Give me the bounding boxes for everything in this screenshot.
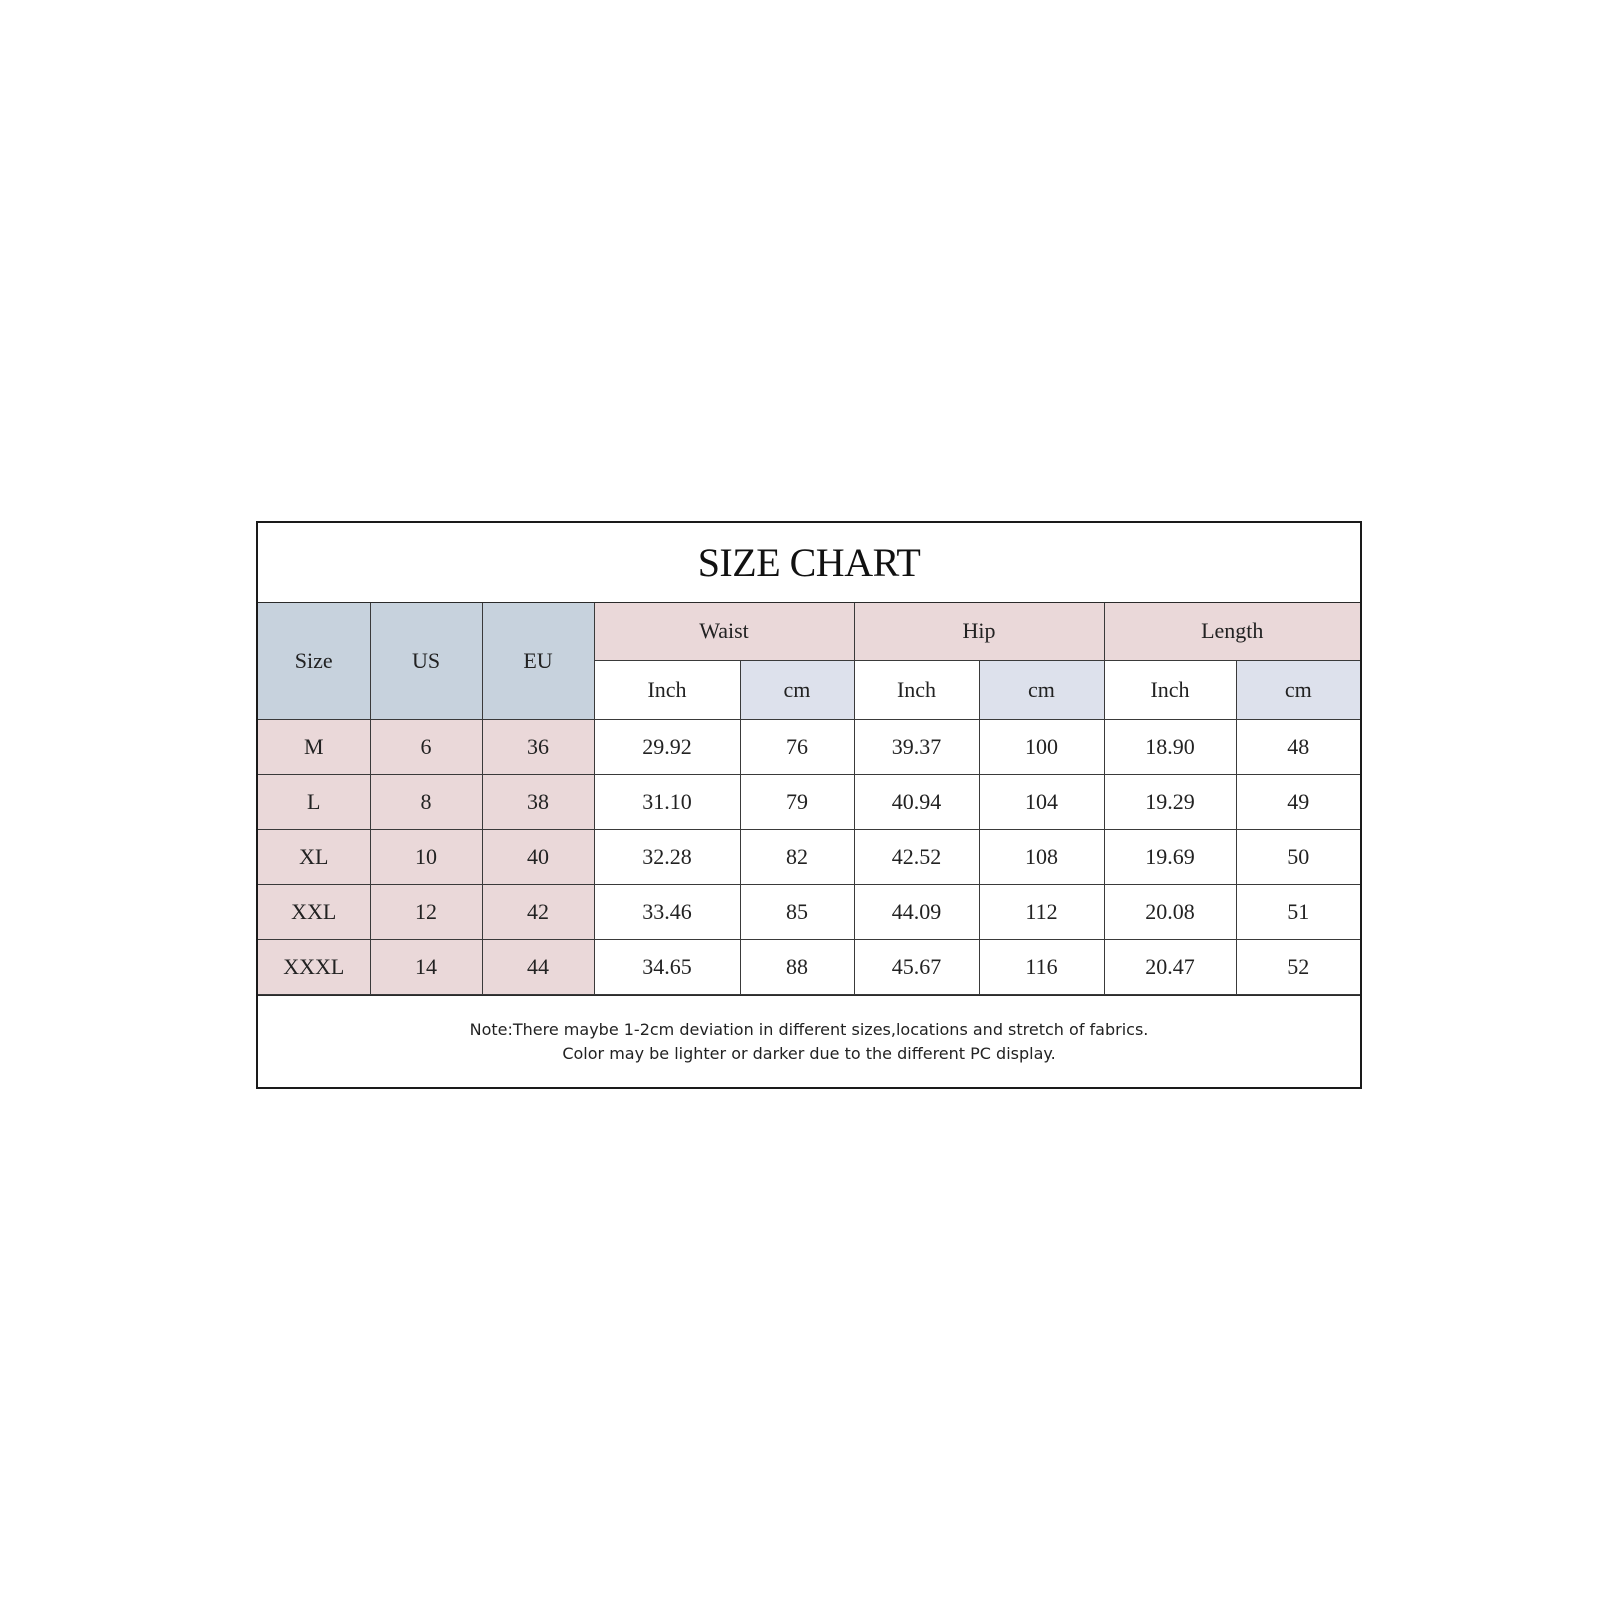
cell-hip-cm: 100 xyxy=(979,719,1104,774)
table-row xyxy=(258,939,1360,994)
header-us: US xyxy=(370,603,482,719)
header-size: Size xyxy=(258,603,370,719)
cell-length-inch: 20.47 xyxy=(1104,939,1236,994)
header-group-row xyxy=(258,603,1360,660)
cell-eu: 38 xyxy=(482,774,594,829)
cell-us: 12 xyxy=(370,884,482,939)
table-row xyxy=(258,884,1360,939)
header-waist: Waist xyxy=(594,603,854,660)
cell-hip-inch: 44.09 xyxy=(854,884,979,939)
cell-length-cm: 51 xyxy=(1236,884,1360,939)
cell-eu: 42 xyxy=(482,884,594,939)
cell-length-cm: 48 xyxy=(1236,719,1360,774)
cell-waist-cm: 79 xyxy=(740,774,854,829)
cell-length-cm: 52 xyxy=(1236,939,1360,994)
cell-hip-inch: 45.67 xyxy=(854,939,979,994)
unit-length-inch: Inch xyxy=(1104,660,1236,719)
deviation-note xyxy=(258,995,1360,1089)
table-row xyxy=(258,719,1360,774)
cell-eu: 44 xyxy=(482,939,594,994)
size-chart xyxy=(256,521,1362,1089)
cell-length-inch: 20.08 xyxy=(1104,884,1236,939)
cell-waist-inch: 29.92 xyxy=(594,719,740,774)
header-eu: EU xyxy=(482,603,594,719)
cell-length-inch: 19.69 xyxy=(1104,829,1236,884)
cell-size: XXXL xyxy=(258,939,370,994)
cell-waist-inch: 31.10 xyxy=(594,774,740,829)
unit-hip-cm: cm xyxy=(979,660,1104,719)
cell-us: 10 xyxy=(370,829,482,884)
cell-length-cm: 49 xyxy=(1236,774,1360,829)
cell-hip-inch: 39.37 xyxy=(854,719,979,774)
header-hip: Hip xyxy=(854,603,1104,660)
cell-waist-cm: 82 xyxy=(740,829,854,884)
cell-eu: 40 xyxy=(482,829,594,884)
cell-hip-inch: 42.52 xyxy=(854,829,979,884)
cell-waist-inch: 33.46 xyxy=(594,884,740,939)
cell-waist-cm: 85 xyxy=(740,884,854,939)
size-table xyxy=(258,603,1360,995)
cell-us: 14 xyxy=(370,939,482,994)
cell-waist-inch: 32.28 xyxy=(594,829,740,884)
cell-size: L xyxy=(258,774,370,829)
cell-length-inch: 19.29 xyxy=(1104,774,1236,829)
unit-waist-cm: cm xyxy=(740,660,854,719)
cell-hip-cm: 104 xyxy=(979,774,1104,829)
cell-length-inch: 18.90 xyxy=(1104,719,1236,774)
note-line-1: Note:There maybe 1-2cm deviation in different sizes,locations and stretch of fabrics. xyxy=(469,1020,1149,1039)
unit-length-cm: cm xyxy=(1236,660,1360,719)
cell-size: XXL xyxy=(258,884,370,939)
cell-size: XL xyxy=(258,829,370,884)
header-length: Length xyxy=(1104,603,1360,660)
cell-waist-inch: 34.65 xyxy=(594,939,740,994)
cell-us: 6 xyxy=(370,719,482,774)
note-line-2: Color may be lighter or darker due to the different PC display. xyxy=(562,1044,1056,1063)
cell-waist-cm: 88 xyxy=(740,939,854,994)
chart-title: SIZE CHART xyxy=(258,523,1360,603)
cell-waist-cm: 76 xyxy=(740,719,854,774)
cell-us: 8 xyxy=(370,774,482,829)
cell-size: M xyxy=(258,719,370,774)
cell-hip-cm: 108 xyxy=(979,829,1104,884)
unit-waist-inch: Inch xyxy=(594,660,740,719)
table-row xyxy=(258,774,1360,829)
cell-hip-cm: 116 xyxy=(979,939,1104,994)
cell-length-cm: 50 xyxy=(1236,829,1360,884)
unit-hip-inch: Inch xyxy=(854,660,979,719)
cell-hip-inch: 40.94 xyxy=(854,774,979,829)
cell-hip-cm: 112 xyxy=(979,884,1104,939)
table-row xyxy=(258,829,1360,884)
cell-eu: 36 xyxy=(482,719,594,774)
